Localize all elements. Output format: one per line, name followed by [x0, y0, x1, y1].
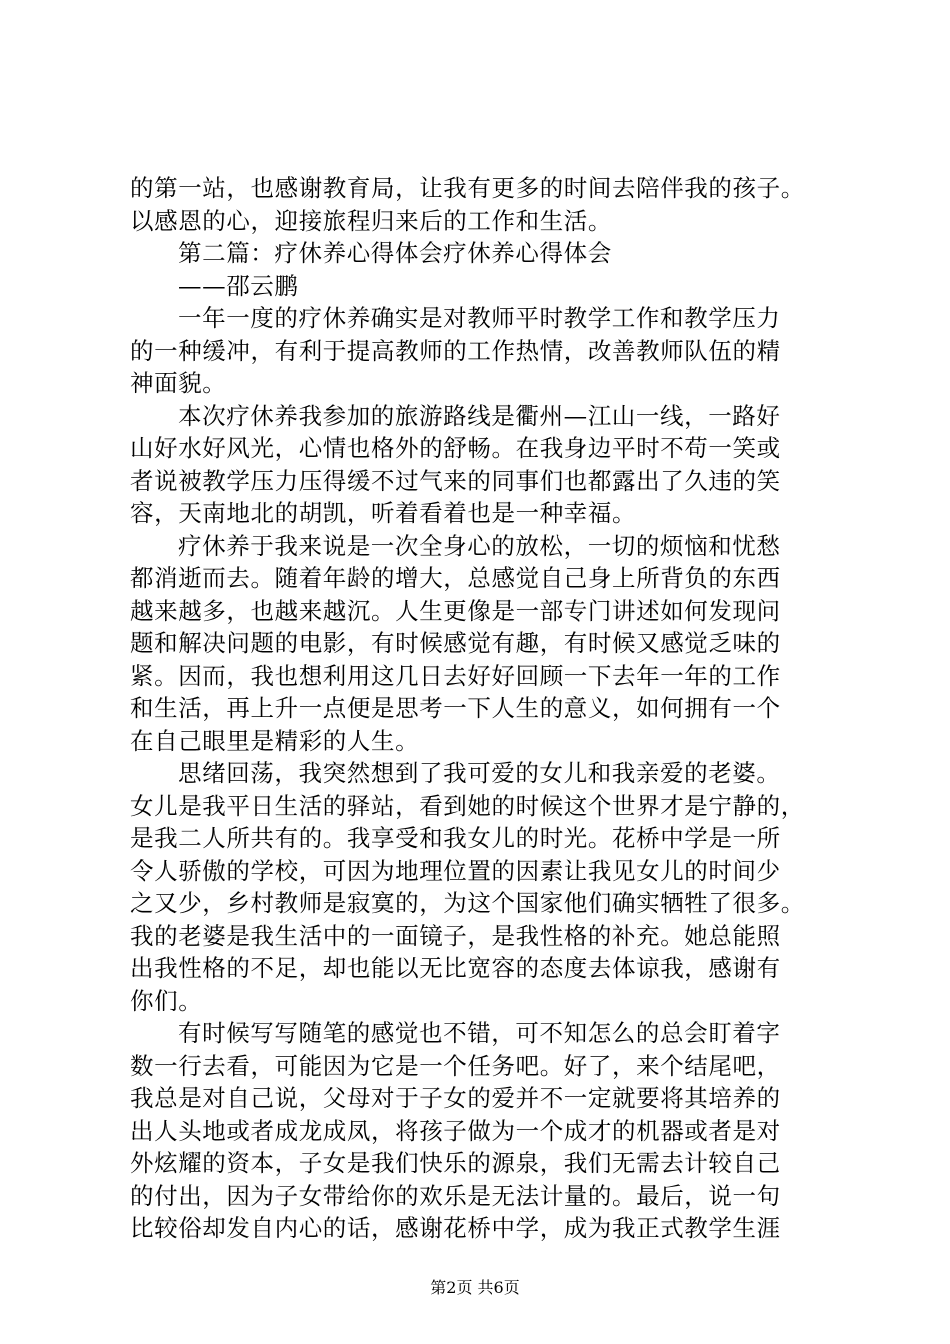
text-line: 和生活，再上升一点便是思考一下人生的意义，如何拥有一个	[130, 694, 781, 722]
text-line: 之又少，乡村教师是寂寞的，为这个国家他们确实牺牲了很多。	[130, 889, 805, 917]
text-line: 紧。因而，我也想利用这几日去好好回顾一下去年一年的工作	[130, 661, 781, 690]
text-line: 题和解决问题的电影，有时候感觉有趣，有时候又感觉乏味的	[130, 629, 781, 657]
text-line: 外炫耀的资本，子女是我们快乐的源泉，我们无需去计较自己	[130, 1149, 781, 1177]
author-line: ——邵云鹏	[178, 271, 299, 300]
page-number-footer: 第2页 共6页	[430, 1278, 520, 1297]
section-heading: 第二篇：疗休养心得体会疗休养心得体会	[178, 239, 612, 267]
text-line: 出我性格的不足，却也能以无比宽容的态度去体谅我，感谢有	[130, 954, 781, 982]
text-line: 有时候写写随笔的感觉也不错，可不知怎么的总会盯着字	[178, 1019, 781, 1047]
text-line: 一年一度的疗休养确实是对教师平时教学工作和教学压力	[178, 304, 781, 332]
text-line: 的付出，因为子女带给你的欢乐是无法计量的。最后，说一句	[130, 1181, 781, 1210]
text-line: 的一种缓冲，有利于提高教师的工作热情，改善教师队伍的精	[130, 336, 781, 365]
text-line: 出人头地或者成龙成凤，将孩子做为一个成才的机器或者是对	[130, 1116, 781, 1145]
text-line: 神面貌。	[130, 369, 227, 397]
text-line: 数一行去看，可能因为它是一个任务吧。好了，来个结尾吧，	[130, 1051, 781, 1080]
text-line: 都消逝而去。随着年龄的增大，总感觉自己身上所背负的东西	[130, 564, 781, 592]
text-line: 我总是对自己说，父母对于子女的爱并不一定就要将其培养的	[130, 1084, 781, 1112]
text-line: 越来越多，也越来越沉。人生更像是一部专门讲述如何发现问	[130, 596, 781, 625]
text-line: 疗休养于我来说是一次全身心的放松，一切的烦恼和忧愁	[178, 531, 781, 560]
text-line: 的第一站，也感谢教育局，让我有更多的时间去陪伴我的孩子。	[130, 174, 805, 202]
text-line: 在自己眼里是精彩的人生。	[130, 726, 420, 755]
text-line: 以感恩的心，迎接旅程归来后的工作和生活。	[130, 206, 612, 235]
text-line: 者说被教学压力压得缓不过气来的同事们也都露出了久违的笑	[130, 466, 781, 495]
text-line: 比较俗却发自内心的话，感谢花桥中学，成为我正式教学生涯	[130, 1214, 781, 1242]
text-line: 你们。	[130, 986, 203, 1015]
text-line: 是我二人所共有的。我享受和我女儿的时光。花桥中学是一所	[130, 824, 781, 852]
text-line: 我的老婆是我生活中的一面镜子，是我性格的补充。她总能照	[130, 921, 781, 950]
text-line: 思绪回荡，我突然想到了我可爱的女儿和我亲爱的老婆。	[178, 759, 781, 787]
text-line: 山好水好风光，心情也格外的舒畅。在我身边平时不苟一笑或	[130, 434, 781, 462]
text-line: 容，天南地北的胡凯，听着看着也是一种幸福。	[130, 499, 637, 527]
text-line: 本次疗休养我参加的旅游路线是衢州—江山一线，一路好	[178, 401, 781, 430]
text-line: 女儿是我平日生活的驿站，看到她的时候这个世界才是宁静的，	[130, 791, 805, 820]
document-body	[130, 172, 830, 1245]
text-line: 令人骄傲的学校，可因为地理位置的因素让我见女儿的时间少	[130, 856, 781, 885]
